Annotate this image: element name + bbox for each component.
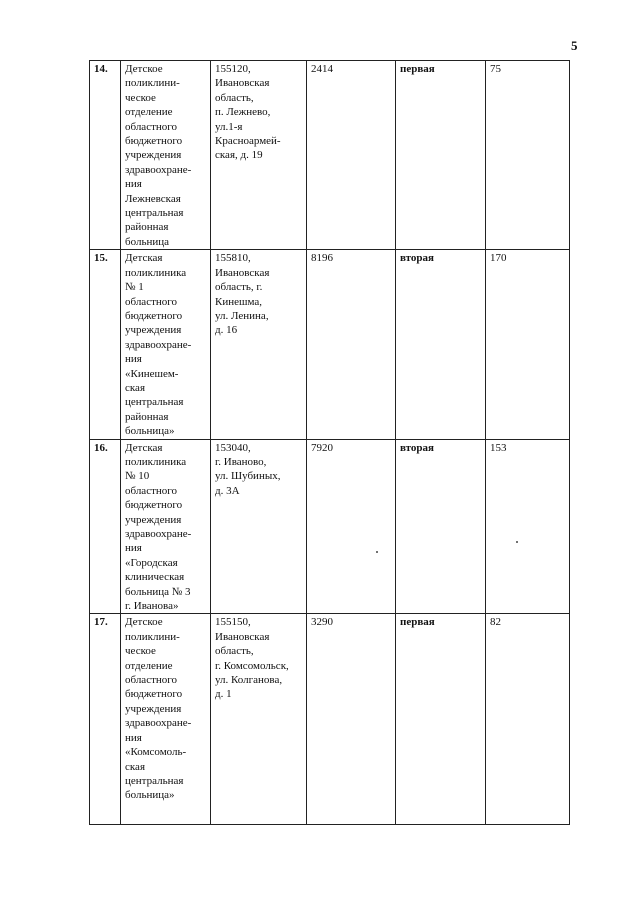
institution-name-line: ческое [125,645,156,658]
value-cell: 153 [486,439,570,614]
institution-name-line: г. Иванова» [125,600,179,613]
address-line: д. 1 [215,688,232,701]
institution-name-line: ская [125,381,146,394]
address-line: ул.1-я [215,120,243,133]
table-row [90,439,570,614]
institution-name-line: районная [125,221,169,234]
page-number: 5 [571,38,578,53]
institution-name-line: № 10 [125,470,150,483]
institution-name-line: ния [125,353,142,366]
institution-name-line: здравоохране- [125,528,192,540]
value-cell: 75 [486,61,570,250]
institution-name-cell [121,439,211,614]
institution-name-line: ния [125,542,142,555]
address-line: Ивановская [215,630,270,643]
institution-name-line: «Кинешем- [125,367,179,380]
address-line: Ивановская [215,266,270,279]
institution-name-line: центральная [125,774,184,787]
address-line: д. 3А [215,484,240,497]
table-row [90,61,570,250]
institution-name-line: Детское [125,616,163,629]
address-line: ская, д. 19 [215,149,263,162]
institution-name-line: ческое [125,91,156,104]
institution-name-line: здравоохране- [125,338,192,351]
address-line: д. 16 [215,324,238,337]
address-line: п. Лежнево, [215,106,271,119]
capacity-cell: 3290 [307,614,396,825]
address-line: область, [215,91,254,104]
institution-name-line: больница [125,235,169,248]
address-line: Ивановская [215,77,270,90]
institution-name-line: отделение [125,659,173,672]
institution-name-line: районная [125,410,169,423]
institution-name-line: бюджетного [125,499,183,512]
institution-name-line: поликлиника [125,266,187,279]
scan-speck [516,541,518,543]
address-line: область, [215,645,254,658]
institution-name-line: областного [125,674,178,687]
institution-name-line: учреждения [125,513,182,526]
address-line: г. Комсомольск, [215,659,289,672]
clinic-registry-table [89,60,570,825]
institution-name-line: областного [125,484,178,497]
institution-name-line: поликлини- [125,77,180,90]
institution-name-line: учреждения [125,149,182,162]
institution-name-line: областного [125,295,178,308]
category-cell: вторая [396,439,486,614]
address-cell [211,614,307,825]
address-line: 155810, [215,252,251,265]
institution-name-line: бюджетного [125,135,183,148]
table-body [90,61,570,825]
address-line: Кинешма, [215,295,262,308]
institution-name-line: здравоохране- [125,163,192,176]
capacity-cell: 7920 [307,439,396,614]
institution-name-line: ния [125,178,142,191]
institution-name-line: бюджетного [125,309,183,322]
row-number-cell: 17. [90,614,121,825]
capacity-cell: 2414 [307,61,396,250]
institution-name-line: поликлини- [125,630,180,643]
address-cell [211,439,307,614]
value-cell: 82 [486,614,570,825]
address-line: ул. Колганова, [215,674,283,687]
institution-name-line: Лежневская [125,192,181,205]
institution-name-line: центральная [125,396,184,409]
institution-name-line: Детская [125,252,163,265]
institution-name-cell [121,61,211,250]
value-cell: 170 [486,250,570,439]
institution-name-cell [121,614,211,825]
institution-name-line: ния [125,731,142,744]
capacity-cell: 8196 [307,250,396,439]
address-cell [211,250,307,439]
institution-name-line: областного [125,120,178,133]
institution-name-line: поликлиника [125,455,187,468]
address-line: 155120, [215,63,251,75]
address-cell [211,61,307,250]
institution-name-line: больница» [125,425,175,438]
address-line: ул. Шубиных, [215,470,281,483]
scan-speck [376,551,378,553]
row-number-cell: 16. [90,439,121,614]
institution-name-line: учреждения [125,702,182,715]
institution-name-line: «Городская [125,556,178,569]
address-line: 155150, [215,616,251,629]
table-row [90,614,570,825]
category-cell: вторая [396,250,486,439]
address-line: Красноармей- [215,135,281,148]
address-line: 153040, [215,441,251,454]
address-line: г. Иваново, [215,455,267,468]
institution-name-line: Детское [125,63,163,75]
category-cell: первая [396,614,486,825]
institution-name-line: Детская [125,441,163,454]
institution-name-line: здравоохране- [125,717,192,730]
institution-name-line: ская [125,760,146,773]
institution-name-line: «Комсомоль- [125,746,187,759]
category-cell: первая [396,61,486,250]
institution-name-line: учреждения [125,324,182,337]
institution-name-line: № 1 [125,281,144,294]
institution-name-cell [121,250,211,439]
address-line: ул. Ленина, [215,309,269,322]
institution-name-line: центральная [125,207,184,220]
institution-name-line: отделение [125,106,173,119]
institution-name-line: больница № 3 [125,585,191,598]
row-number-cell: 14. [90,61,121,250]
address-line: область, г. [215,281,263,294]
institution-name-line: клиническая [125,571,185,584]
table-row [90,250,570,439]
institution-name-line: бюджетного [125,688,183,701]
institution-name-line: больница» [125,789,175,802]
row-number-cell: 15. [90,250,121,439]
